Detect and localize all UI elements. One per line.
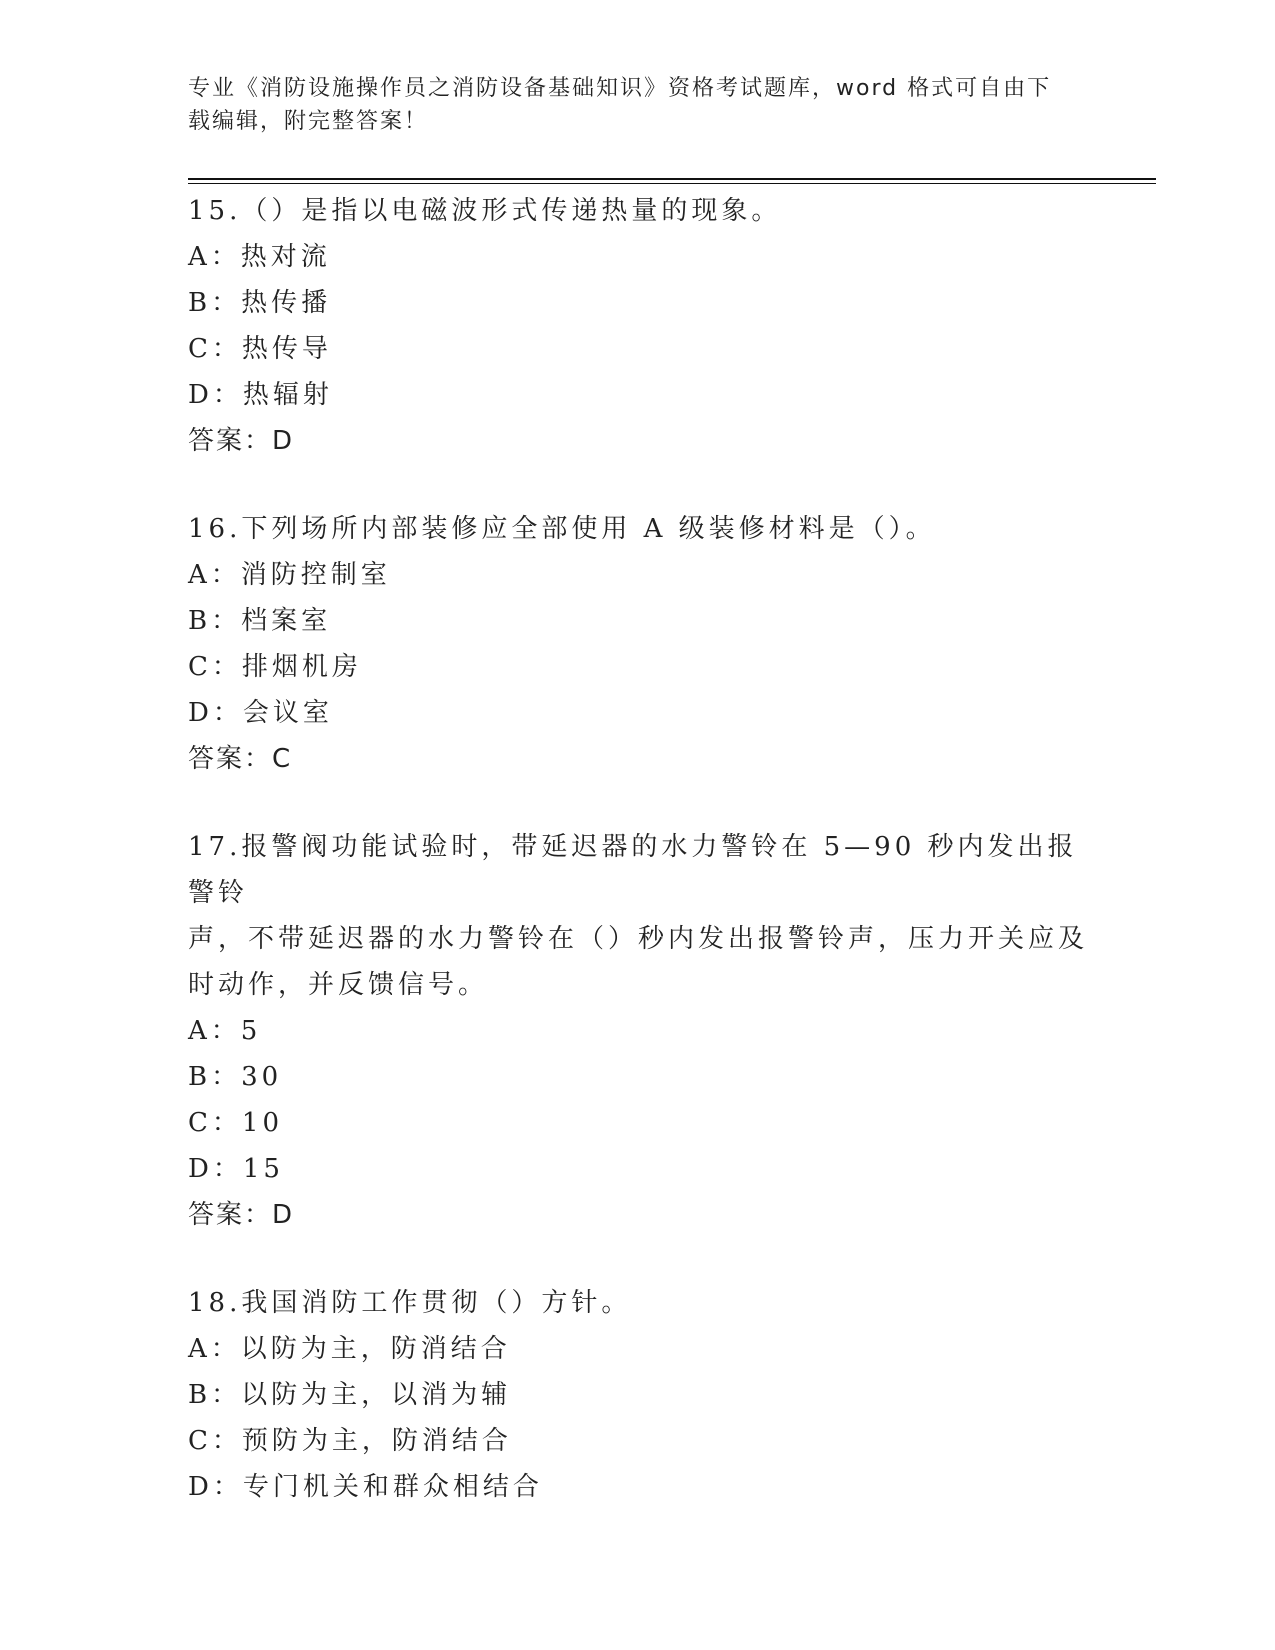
option-label: B：	[188, 288, 242, 318]
option-c	[188, 644, 1088, 690]
option-text: 排烟机房	[241, 652, 362, 682]
option-c	[188, 1100, 1088, 1146]
answer-line: 答案：D	[188, 426, 295, 456]
option-text: 以防为主，防消结合	[240, 1334, 511, 1364]
option-a	[188, 234, 1088, 280]
option-b	[188, 280, 1088, 326]
header-line: 专业《消防设施操作员之消防设备基础知识》资格考试题库，word 格式可自由下	[188, 76, 1052, 101]
document-header	[188, 72, 1068, 138]
question-stem: 16.下列场所内部装修应全部使用 A 级装修材料是（）。	[188, 514, 936, 544]
question-stem: 时动作，并反馈信号。	[188, 970, 489, 1000]
option-text: 热传导	[241, 334, 332, 364]
option-label: D：	[188, 1154, 243, 1184]
option-text: 预防为主，防消结合	[241, 1426, 512, 1456]
option-label: B：	[188, 606, 242, 636]
option-text: 15	[242, 1154, 284, 1184]
option-label: D：	[188, 698, 243, 728]
option-text: 10	[241, 1108, 283, 1138]
option-d	[188, 1464, 1088, 1510]
option-a	[188, 1326, 1088, 1372]
option-text: 消防控制室	[240, 560, 391, 590]
option-text: 热传播	[241, 288, 332, 318]
option-d	[188, 1146, 1088, 1192]
option-a	[188, 1008, 1088, 1054]
option-label: A：	[188, 560, 241, 590]
option-label: C：	[188, 1426, 242, 1456]
option-d	[188, 372, 1088, 418]
option-text: 30	[241, 1062, 283, 1092]
header-line: 载编辑，附完整答案！	[188, 109, 429, 134]
option-text: 专门机关和群众相结合	[242, 1472, 543, 1502]
option-label: A：	[188, 1334, 241, 1364]
option-label: B：	[188, 1380, 242, 1410]
question-15	[188, 188, 1088, 464]
option-label: A：	[188, 1016, 241, 1046]
header-divider	[188, 178, 1156, 180]
option-b	[188, 1054, 1088, 1100]
option-b	[188, 1372, 1088, 1418]
option-label: B：	[188, 1062, 242, 1092]
question-stem: 15.（）是指以电磁波形式传递热量的现象。	[188, 196, 782, 226]
option-label: C：	[188, 652, 242, 682]
option-label: D：	[188, 380, 243, 410]
option-label: C：	[188, 1108, 242, 1138]
option-label: A：	[188, 242, 241, 272]
question-18	[188, 1280, 1088, 1510]
question-stem: 声，不带延迟器的水力警铃在（）秒内发出报警铃声，压力开关应及	[188, 924, 1089, 954]
question-stem: 17.报警阀功能试验时，带延迟器的水力警铃在 5—90 秒内发出报警铃	[188, 832, 1078, 908]
option-text: 会议室	[242, 698, 333, 728]
option-text: 5	[240, 1016, 262, 1046]
option-b	[188, 598, 1088, 644]
option-d	[188, 690, 1088, 736]
option-label: D：	[188, 1472, 243, 1502]
option-label: C：	[188, 334, 242, 364]
answer-line: 答案：C	[188, 744, 293, 774]
question-list	[188, 188, 1088, 1552]
header-divider	[188, 183, 1156, 184]
question-17	[188, 824, 1088, 1238]
option-text: 档案室	[241, 606, 332, 636]
question-stem: 18.我国消防工作贯彻（）方针。	[188, 1288, 632, 1318]
option-c	[188, 326, 1088, 372]
option-text: 热辐射	[242, 380, 333, 410]
question-16	[188, 506, 1088, 782]
option-a	[188, 552, 1088, 598]
option-text: 以防为主，以消为辅	[241, 1380, 512, 1410]
answer-line: 答案：D	[188, 1200, 295, 1230]
option-c	[188, 1418, 1088, 1464]
option-text: 热对流	[240, 242, 331, 272]
